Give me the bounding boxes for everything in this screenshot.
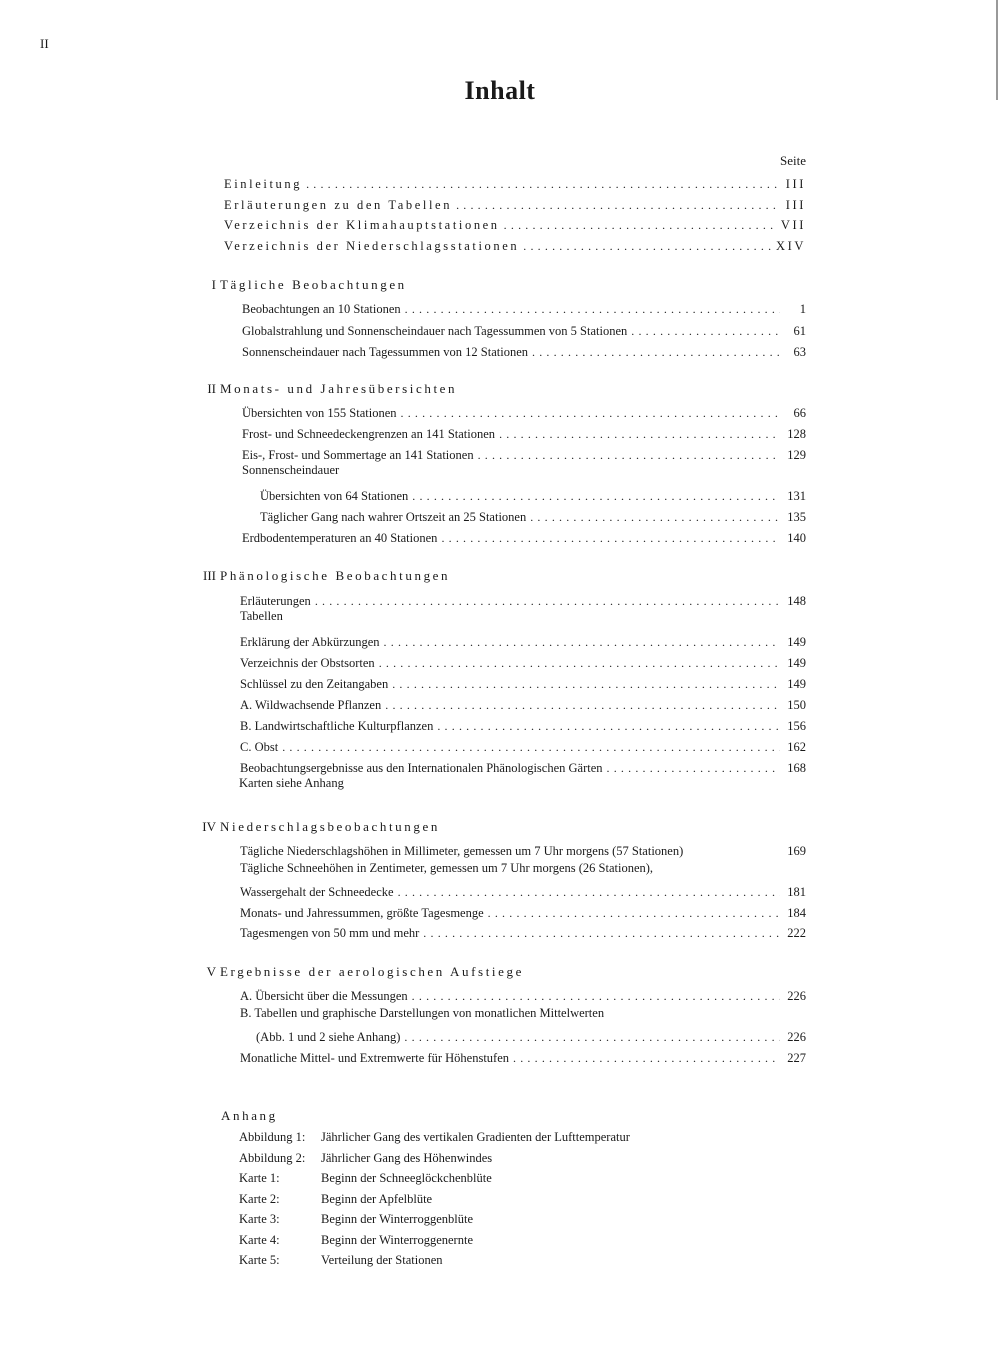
toc-entry-label: Erläuterungen zu den Tabellen bbox=[224, 198, 453, 212]
toc-entry-page: 181 bbox=[787, 885, 806, 899]
toc-entry[interactable] bbox=[240, 672, 806, 692]
toc-entry-label: Monatliche Mittel- und Extremwerte für Höhenstufen bbox=[240, 1051, 510, 1065]
leader-dots bbox=[385, 697, 780, 711]
leader-dots bbox=[504, 217, 777, 231]
toc-entry-label: Tagesmengen von 50 mm und mehr bbox=[240, 926, 420, 940]
section-number: IV bbox=[202, 819, 216, 834]
anhang-item-value: Beginn der Apfelblüte bbox=[321, 1192, 433, 1206]
leader-dots bbox=[282, 739, 780, 753]
toc-entry-label: Globalstrahlung und Sonnenscheindauer nach Tagessummen von 5 Stationen bbox=[242, 324, 628, 338]
leader-dots bbox=[530, 509, 780, 523]
leader-dots bbox=[306, 176, 780, 190]
anhang-item-value: Jährlicher Gang des Höhenwindes bbox=[321, 1151, 493, 1165]
toc-entry-label: A. Wildwachsende Pflanzen bbox=[240, 698, 382, 712]
toc-entry-page: XIV bbox=[775, 239, 806, 253]
toc-entry-label: Übersichten von 64 Stationen bbox=[260, 489, 409, 503]
toc-entry-label: Beobachtungsergebnisse aus den Internationalen Phänologischen Gärten bbox=[240, 761, 603, 775]
toc-entry-label: A. Übersicht über die Messungen bbox=[240, 989, 408, 1003]
toc-entry-line: B. Tabellen und graphische Darstellungen von monatlichen Mittelwerten bbox=[240, 1006, 605, 1020]
anhang-item-key: Karte 3: bbox=[239, 1212, 280, 1226]
leader-dots bbox=[392, 676, 780, 690]
seite-column-header: Seite bbox=[780, 153, 806, 168]
toc-entry[interactable] bbox=[242, 401, 806, 421]
toc-entry[interactable] bbox=[240, 651, 806, 671]
page-title: Inhalt bbox=[464, 76, 536, 105]
section-heading bbox=[194, 381, 457, 401]
toc-entry[interactable] bbox=[224, 193, 806, 213]
section-title: Monats- und Jahresübersichten bbox=[220, 381, 458, 396]
toc-entry[interactable] bbox=[240, 630, 806, 650]
toc-entry-label: Monats- und Jahressummen, größte Tagesmenge bbox=[240, 906, 484, 920]
leader-dots bbox=[499, 426, 780, 440]
toc-entry-page: 61 bbox=[793, 324, 806, 338]
toc-entry[interactable] bbox=[242, 340, 806, 360]
toc-entry-page: 149 bbox=[787, 635, 806, 649]
toc-entry[interactable] bbox=[240, 714, 806, 734]
leader-dots bbox=[404, 1029, 780, 1043]
toc-entry-label: Schlüssel zu den Zeitangaben bbox=[240, 677, 389, 691]
toc-entry[interactable] bbox=[242, 422, 806, 442]
toc-entry-label: Verzeichnis der Niederschlagsstationen bbox=[224, 239, 520, 253]
leader-dots bbox=[398, 884, 780, 898]
anhang-item-key: Karte 1: bbox=[239, 1171, 280, 1185]
toc-entry-label: C. Obst bbox=[240, 740, 279, 754]
anhang-item-key: Karte 5: bbox=[239, 1253, 280, 1267]
toc-entry-page: VII bbox=[780, 218, 806, 232]
section-heading bbox=[194, 964, 524, 984]
leader-dots bbox=[523, 238, 772, 252]
toc-entry-page: 227 bbox=[787, 1051, 806, 1065]
toc-entry-page: 168 bbox=[787, 761, 806, 775]
toc-entry[interactable] bbox=[242, 319, 806, 339]
toc-entry-label: Verzeichnis der Klimahauptstationen bbox=[224, 218, 500, 232]
toc-entry[interactable] bbox=[240, 693, 806, 713]
leader-dots bbox=[401, 405, 781, 419]
toc-entry[interactable] bbox=[242, 297, 806, 317]
toc-entry-page: 226 bbox=[787, 1030, 806, 1044]
toc-entry-page: 222 bbox=[787, 926, 806, 940]
section-title: Ergebnisse der aerologischen Aufstiege bbox=[220, 964, 524, 979]
toc-entry-label: Frost- und Schneedeckengrenzen an 141 Stationen bbox=[242, 427, 496, 441]
leader-dots bbox=[379, 655, 780, 669]
leader-dots bbox=[456, 197, 780, 211]
toc-entry[interactable] bbox=[256, 1025, 806, 1045]
toc-entry-label: Übersichten von 155 Stationen bbox=[242, 406, 397, 420]
toc-entry-page: 226 bbox=[787, 989, 806, 1003]
leader-dots bbox=[631, 323, 780, 337]
page-number: II bbox=[40, 36, 49, 51]
sub-heading: Tabellen bbox=[240, 609, 283, 623]
section-title: Tägliche Beobachtungen bbox=[220, 277, 407, 292]
anhang-item-value: Beginn der Schneeglöckchenblüte bbox=[321, 1171, 492, 1185]
toc-entry-label: Erläuterungen bbox=[240, 594, 311, 608]
toc-entry-line: Tägliche Schneehöhen in Zentimeter, gemessen um 7 Uhr morgens (26 Stationen), bbox=[240, 861, 654, 875]
toc-entry-page: 135 bbox=[787, 510, 806, 524]
note-text: Karten siehe Anhang bbox=[239, 776, 344, 790]
anhang-item-value: Jährlicher Gang des vertikalen Gradienten der Lufttemperatur bbox=[321, 1130, 630, 1144]
anhang-item-value: Beginn der Winterroggenblüte bbox=[321, 1212, 474, 1226]
toc-entry-page: 128 bbox=[787, 427, 806, 441]
toc-entry-page: 150 bbox=[787, 698, 806, 712]
toc-entry-label: Wassergehalt der Schneedecke bbox=[240, 885, 394, 899]
section-number: V bbox=[206, 964, 216, 979]
toc-entry-page: 129 bbox=[787, 448, 806, 462]
toc-entry[interactable] bbox=[240, 735, 806, 755]
leader-dots bbox=[412, 488, 780, 502]
toc-entry-page: 148 bbox=[787, 594, 806, 608]
anhang-item-value: Verteilung der Stationen bbox=[321, 1253, 443, 1267]
toc-entry[interactable] bbox=[224, 213, 806, 233]
toc-entry[interactable] bbox=[240, 756, 806, 776]
toc-entry-label: (Abb. 1 und 2 siehe Anhang) bbox=[256, 1030, 401, 1044]
toc-entry[interactable] bbox=[242, 526, 806, 546]
toc-entry-label: Erklärung der Abkürzungen bbox=[240, 635, 380, 649]
leader-dots bbox=[441, 530, 780, 544]
toc-entry-page: III bbox=[785, 177, 806, 191]
toc-entry-label: Täglicher Gang nach wahrer Ortszeit an 25 Stationen bbox=[260, 510, 527, 524]
toc-entry-page: III bbox=[785, 198, 806, 212]
leader-dots bbox=[437, 718, 780, 732]
toc-entry[interactable] bbox=[240, 901, 806, 921]
toc-entry-label: Verzeichnis der Obstsorten bbox=[240, 656, 375, 670]
leader-dots bbox=[532, 344, 780, 358]
leader-dots bbox=[423, 925, 780, 939]
toc-entry-page: 131 bbox=[787, 489, 806, 503]
toc-entry-page: 149 bbox=[787, 677, 806, 691]
toc-entry-page: 169 bbox=[787, 844, 806, 858]
toc-entry-page: 162 bbox=[787, 740, 806, 754]
toc-entry-label: Beobachtungen an 10 Stationen bbox=[242, 302, 401, 316]
toc-entry[interactable] bbox=[240, 589, 806, 609]
leader-dots bbox=[315, 593, 780, 607]
toc-entry[interactable] bbox=[224, 234, 806, 254]
sub-heading: Sonnenscheindauer bbox=[242, 463, 340, 477]
toc-entry-label: B. Landwirtschaftliche Kulturpflanzen bbox=[240, 719, 434, 733]
section-heading bbox=[194, 277, 407, 297]
leader-dots bbox=[405, 301, 780, 315]
toc-entry[interactable] bbox=[240, 984, 806, 1004]
toc-entry-label: Sonnenscheindauer nach Tagessummen von 12 Stationen bbox=[242, 345, 528, 359]
section-number: III bbox=[203, 568, 216, 583]
leader-dots bbox=[488, 905, 780, 919]
toc-entry[interactable] bbox=[224, 172, 806, 192]
section-number: I bbox=[211, 277, 216, 292]
toc-entry-label: Erdbodentemperaturen an 40 Stationen bbox=[242, 531, 438, 545]
leader-dots bbox=[607, 760, 780, 774]
anhang-item-key: Abbildung 1: bbox=[239, 1130, 306, 1144]
toc-entry-label: Einleitung bbox=[224, 177, 303, 191]
toc-entry[interactable] bbox=[240, 1046, 806, 1066]
leader-dots bbox=[412, 988, 780, 1002]
anhang-item-key: Karte 2: bbox=[239, 1192, 280, 1206]
toc-entry-label: Eis-, Frost- und Sommertage an 141 Stationen bbox=[242, 448, 474, 462]
anhang-item-key: Karte 4: bbox=[239, 1233, 280, 1247]
leader-dots bbox=[478, 447, 780, 461]
toc-entry[interactable] bbox=[260, 505, 806, 525]
toc-entry-page: 149 bbox=[787, 656, 806, 670]
section-title: Niederschlagsbeobachtungen bbox=[220, 819, 440, 834]
section-title: Phänologische Beobachtungen bbox=[220, 568, 451, 583]
toc-entry[interactable] bbox=[260, 484, 806, 504]
toc-entry[interactable] bbox=[240, 839, 806, 859]
toc-entry[interactable] bbox=[240, 880, 806, 900]
toc-entry-page: 156 bbox=[787, 719, 806, 733]
section-number: II bbox=[207, 381, 216, 396]
toc-entry-page: 1 bbox=[799, 302, 806, 316]
toc-entry-label: Tägliche Niederschlagshöhen in Millimeter, gemessen um 7 Uhr morgens (57 Stationen) bbox=[240, 844, 684, 858]
toc-entry-page: 140 bbox=[787, 531, 806, 545]
toc-entry-page: 63 bbox=[793, 345, 806, 359]
section-heading bbox=[194, 819, 440, 839]
toc-entry[interactable] bbox=[240, 921, 806, 941]
anhang-item-key: Abbildung 2: bbox=[239, 1151, 306, 1165]
anhang-item-value: Beginn der Winterroggenernte bbox=[321, 1233, 473, 1247]
leader-dots bbox=[384, 634, 780, 648]
anhang-heading: Anhang bbox=[221, 1108, 278, 1123]
toc-entry-page: 66 bbox=[793, 406, 806, 420]
leader-dots bbox=[513, 1050, 780, 1064]
section-heading bbox=[194, 568, 450, 588]
toc-entry[interactable] bbox=[242, 443, 806, 463]
toc-entry-page: 184 bbox=[787, 906, 806, 920]
